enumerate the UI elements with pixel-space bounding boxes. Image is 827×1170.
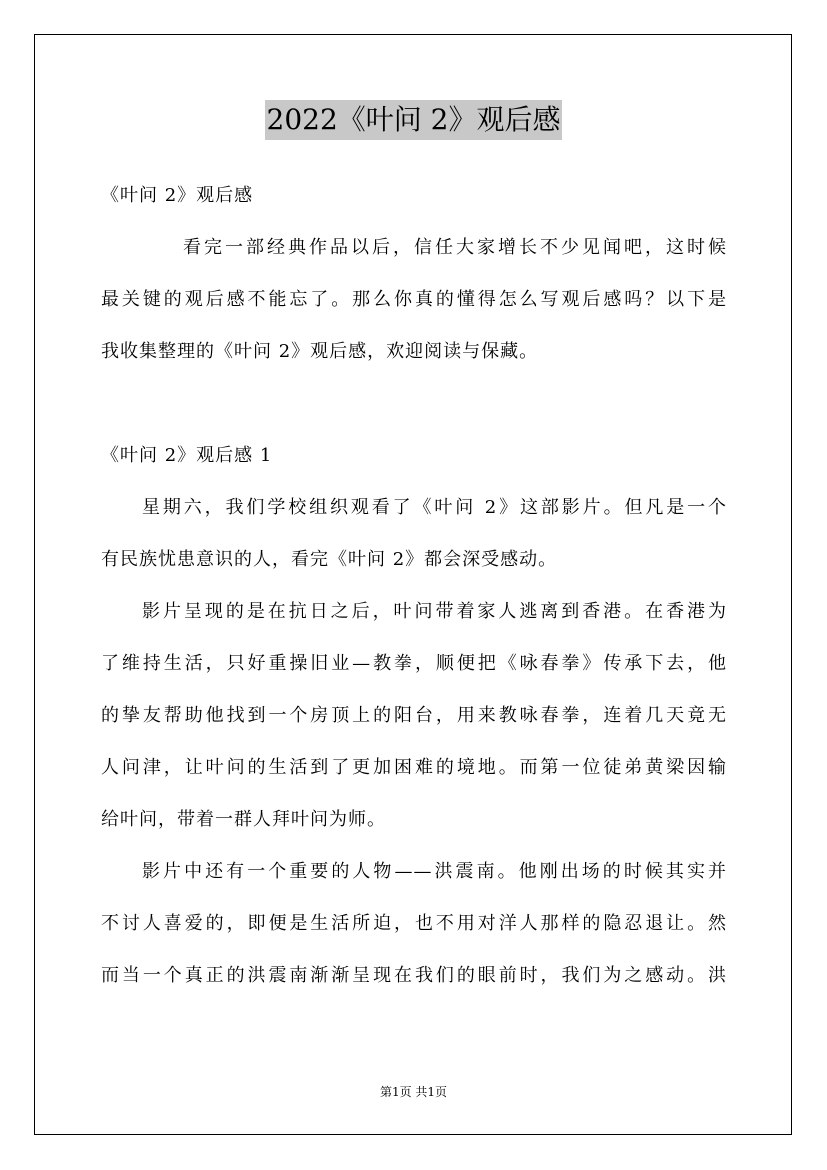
paragraph-line: 人问津，让叶问的生活到了更加困难的境地。而第一位徒弟黄梁因输 <box>101 757 727 778</box>
paragraph-line: 给叶问，带着一群人拜叶问为师。 <box>101 809 386 830</box>
paragraph-line: 星期六，我们学校组织观看了《叶问 2》这部影片。但凡是一个 <box>142 497 727 518</box>
paragraph-line: 不讨人喜爱的，即便是生活所迫，也不用对洋人那样的隐忍退让。然 <box>101 913 727 934</box>
subtitle: 《叶问 2》观后感 <box>101 185 254 206</box>
title-container <box>0 100 827 140</box>
document-title: 2022《叶问 2》观后感 <box>265 100 563 140</box>
document-body <box>101 170 727 1002</box>
paragraph-line: 的挚友帮助他找到一个房顶上的阳台，用来教咏春拳，连着几天竟无 <box>101 705 727 726</box>
page-footer: 第1页 共1页 <box>379 1085 448 1099</box>
section-heading: 《叶问 2》观后感 1 <box>101 445 273 466</box>
paragraph-line: 影片呈现的是在抗日之后，叶问带着家人逃离到香港。在香港为 <box>142 601 727 622</box>
paragraph-line: 有民族忧患意识的人，看完《叶问 2》都会深受感动。 <box>101 549 558 570</box>
intro-line: 我收集整理的《叶问 2》观后感，欢迎阅读与保藏。 <box>101 341 539 362</box>
intro-line: 最关键的观后感不能忘了。那么你真的懂得怎么写观后感吗？以下是 <box>101 289 727 310</box>
blank-line <box>101 378 727 430</box>
intro-line: 看完一部经典作品以后，信任大家增长不少见闻吧，这时候 <box>183 237 727 258</box>
paragraph-line: 影片中还有一个重要的人物——洪震南。他刚出场的时候其实并 <box>142 861 727 882</box>
paragraph-line: 了维持生活，只好重操旧业—教拳，顺便把《咏春拳》传承下去，他 <box>101 653 727 674</box>
paragraph-line: 而当一个真正的洪震南渐渐呈现在我们的眼前时，我们为之感动。洪 <box>101 965 727 986</box>
